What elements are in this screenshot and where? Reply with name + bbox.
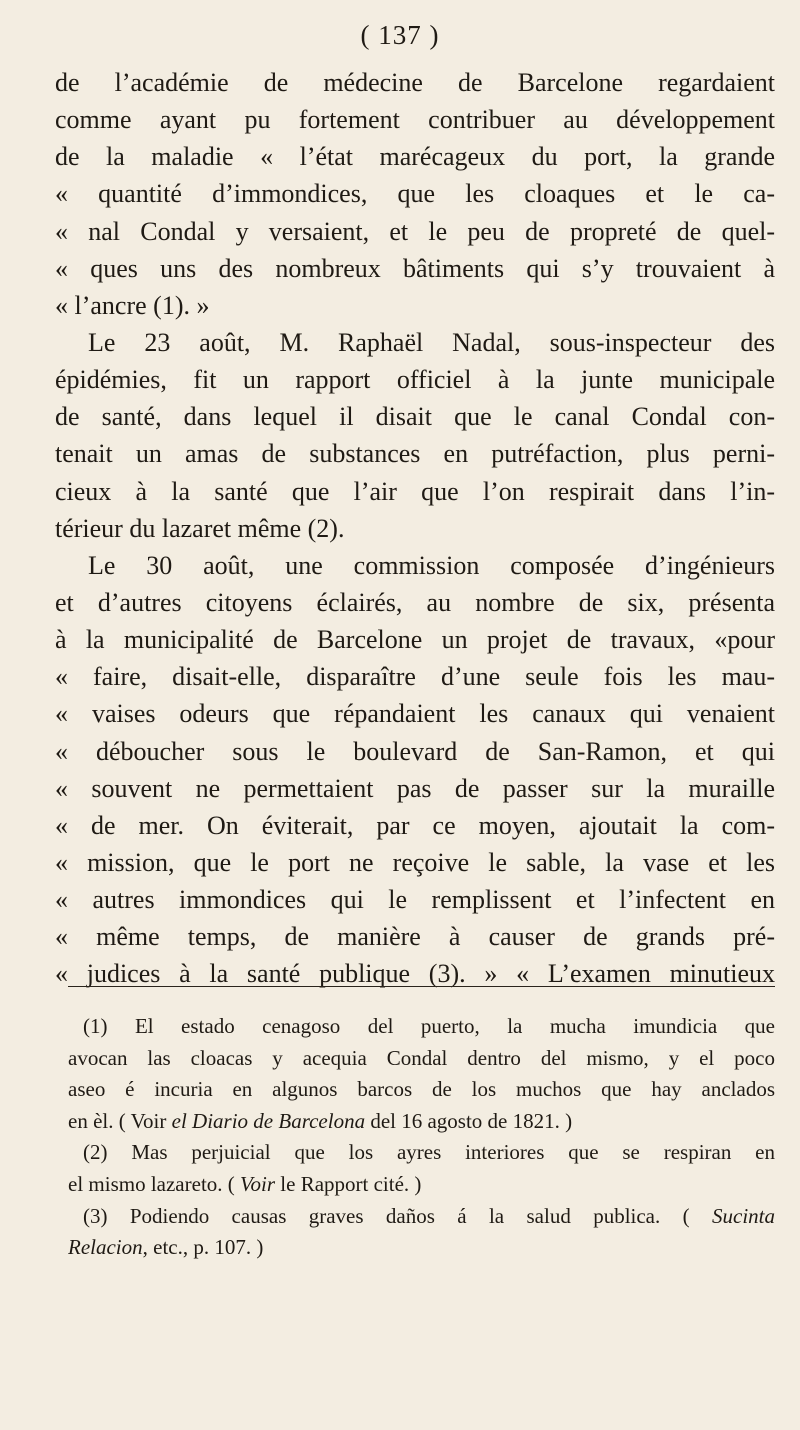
text-line: « ques uns des nombreux bâtiments qui s’y trouvaient à — [55, 253, 775, 283]
footnote-text: del 16 agosto de 1821. ) — [365, 1108, 573, 1133]
footnote-text: , etc., p. 107. ) — [142, 1235, 264, 1260]
text-line: épidémies, fit un rapport officiel à la junte municipale — [55, 365, 775, 395]
text-line: comme ayant pu fortement contribuer au développement — [55, 105, 775, 135]
text-line: « vaises odeurs que répandaient les canaux qui venaient — [55, 699, 775, 729]
text-line: à la municipalité de Barcelone un projet de travaux, «pour — [55, 625, 775, 655]
text-line: « autres immondices qui le remplissent et l’infectent en — [55, 885, 775, 915]
text-line: « souvent ne permettaient pas de passer sur la muraille — [55, 773, 775, 803]
footnote-line: aseo é incuria en algunos barcos de los muchos que hay anclados — [68, 1077, 775, 1102]
footnotes — [68, 1011, 775, 1264]
footnote-citation-title: Relacion — [68, 1235, 143, 1260]
footnote-3 — [83, 1201, 775, 1233]
footnote-voir: Voir — [240, 1171, 276, 1196]
footnote-citation-title: Sucinta — [712, 1203, 775, 1228]
text-line: cieux à la santé que l’air que l’on respirait dans l’in- — [55, 476, 775, 506]
text-line: et d’autres citoyens éclairés, au nombre de six, présenta — [55, 587, 775, 617]
text-line: « judices à la santé publique (3). » « L’examen minutieux — [55, 959, 775, 989]
footnote-text: (3) Podiendo causas graves daños á la salud publica. ( — [83, 1203, 712, 1228]
main-text — [55, 64, 775, 993]
footnote-line: avocan las cloacas y acequia Condal dentro del mismo, y el poco — [68, 1045, 775, 1070]
text-line: « mission, que le port ne reçoive le sable, la vase et les — [55, 847, 775, 877]
footnote-1: (1) El estado cenagoso del puerto, la mucha imundicia que — [83, 1014, 775, 1038]
footnote-text: el mismo lazareto. ( — [68, 1171, 241, 1196]
paragraph-start: Le 23 août, M. Raphaël Nadal, sous-inspecteur des — [88, 327, 775, 357]
footnote-citation-title: el Diario de Barcelona — [171, 1108, 366, 1133]
text-line: « quantité d’immondices, que les cloaques et le ca- — [55, 179, 775, 209]
footnote-line — [68, 1232, 775, 1264]
text-line: « de mer. On éviterait, par ce moyen, ajoutait la com- — [55, 810, 775, 840]
text-line: « nal Condal y versaient, et le peu de propreté de quel- — [55, 216, 775, 246]
text-line: de l’académie de médecine de Barcelone regardaient — [55, 68, 775, 97]
text-line: tenait un amas de substances en putréfaction, plus perni- — [55, 439, 775, 469]
footnote-separator — [68, 986, 775, 987]
text-line: de la maladie « l’état marécageux du port, la grande — [55, 142, 775, 172]
footnote-text: en èl. ( Voir — [68, 1108, 172, 1133]
text-line: « même temps, de manière à causer de grands pré- — [55, 922, 775, 952]
footnote-text: le Rapport cité. ) — [275, 1171, 422, 1196]
footnote-line — [68, 1106, 775, 1138]
text-line: « faire, disait-elle, disparaître d’une seule fois les mau- — [55, 662, 775, 692]
text-line: de santé, dans lequel il disait que le canal Condal con- — [55, 402, 775, 432]
footnote-line — [68, 1169, 775, 1201]
page-number: ( 137 ) — [360, 20, 440, 50]
text-line: « l’ancre (1). » — [55, 290, 210, 320]
paragraph-start: Le 30 août, une commission composée d’ingénieurs — [88, 550, 775, 580]
text-line: térieur du lazaret même (2). — [55, 513, 345, 543]
footnote-2: (2) Mas perjuicial que los ayres interiores que se respiran en — [83, 1140, 775, 1165]
text-line: « déboucher sous le boulevard de San-Ramon, et qui — [55, 736, 775, 766]
